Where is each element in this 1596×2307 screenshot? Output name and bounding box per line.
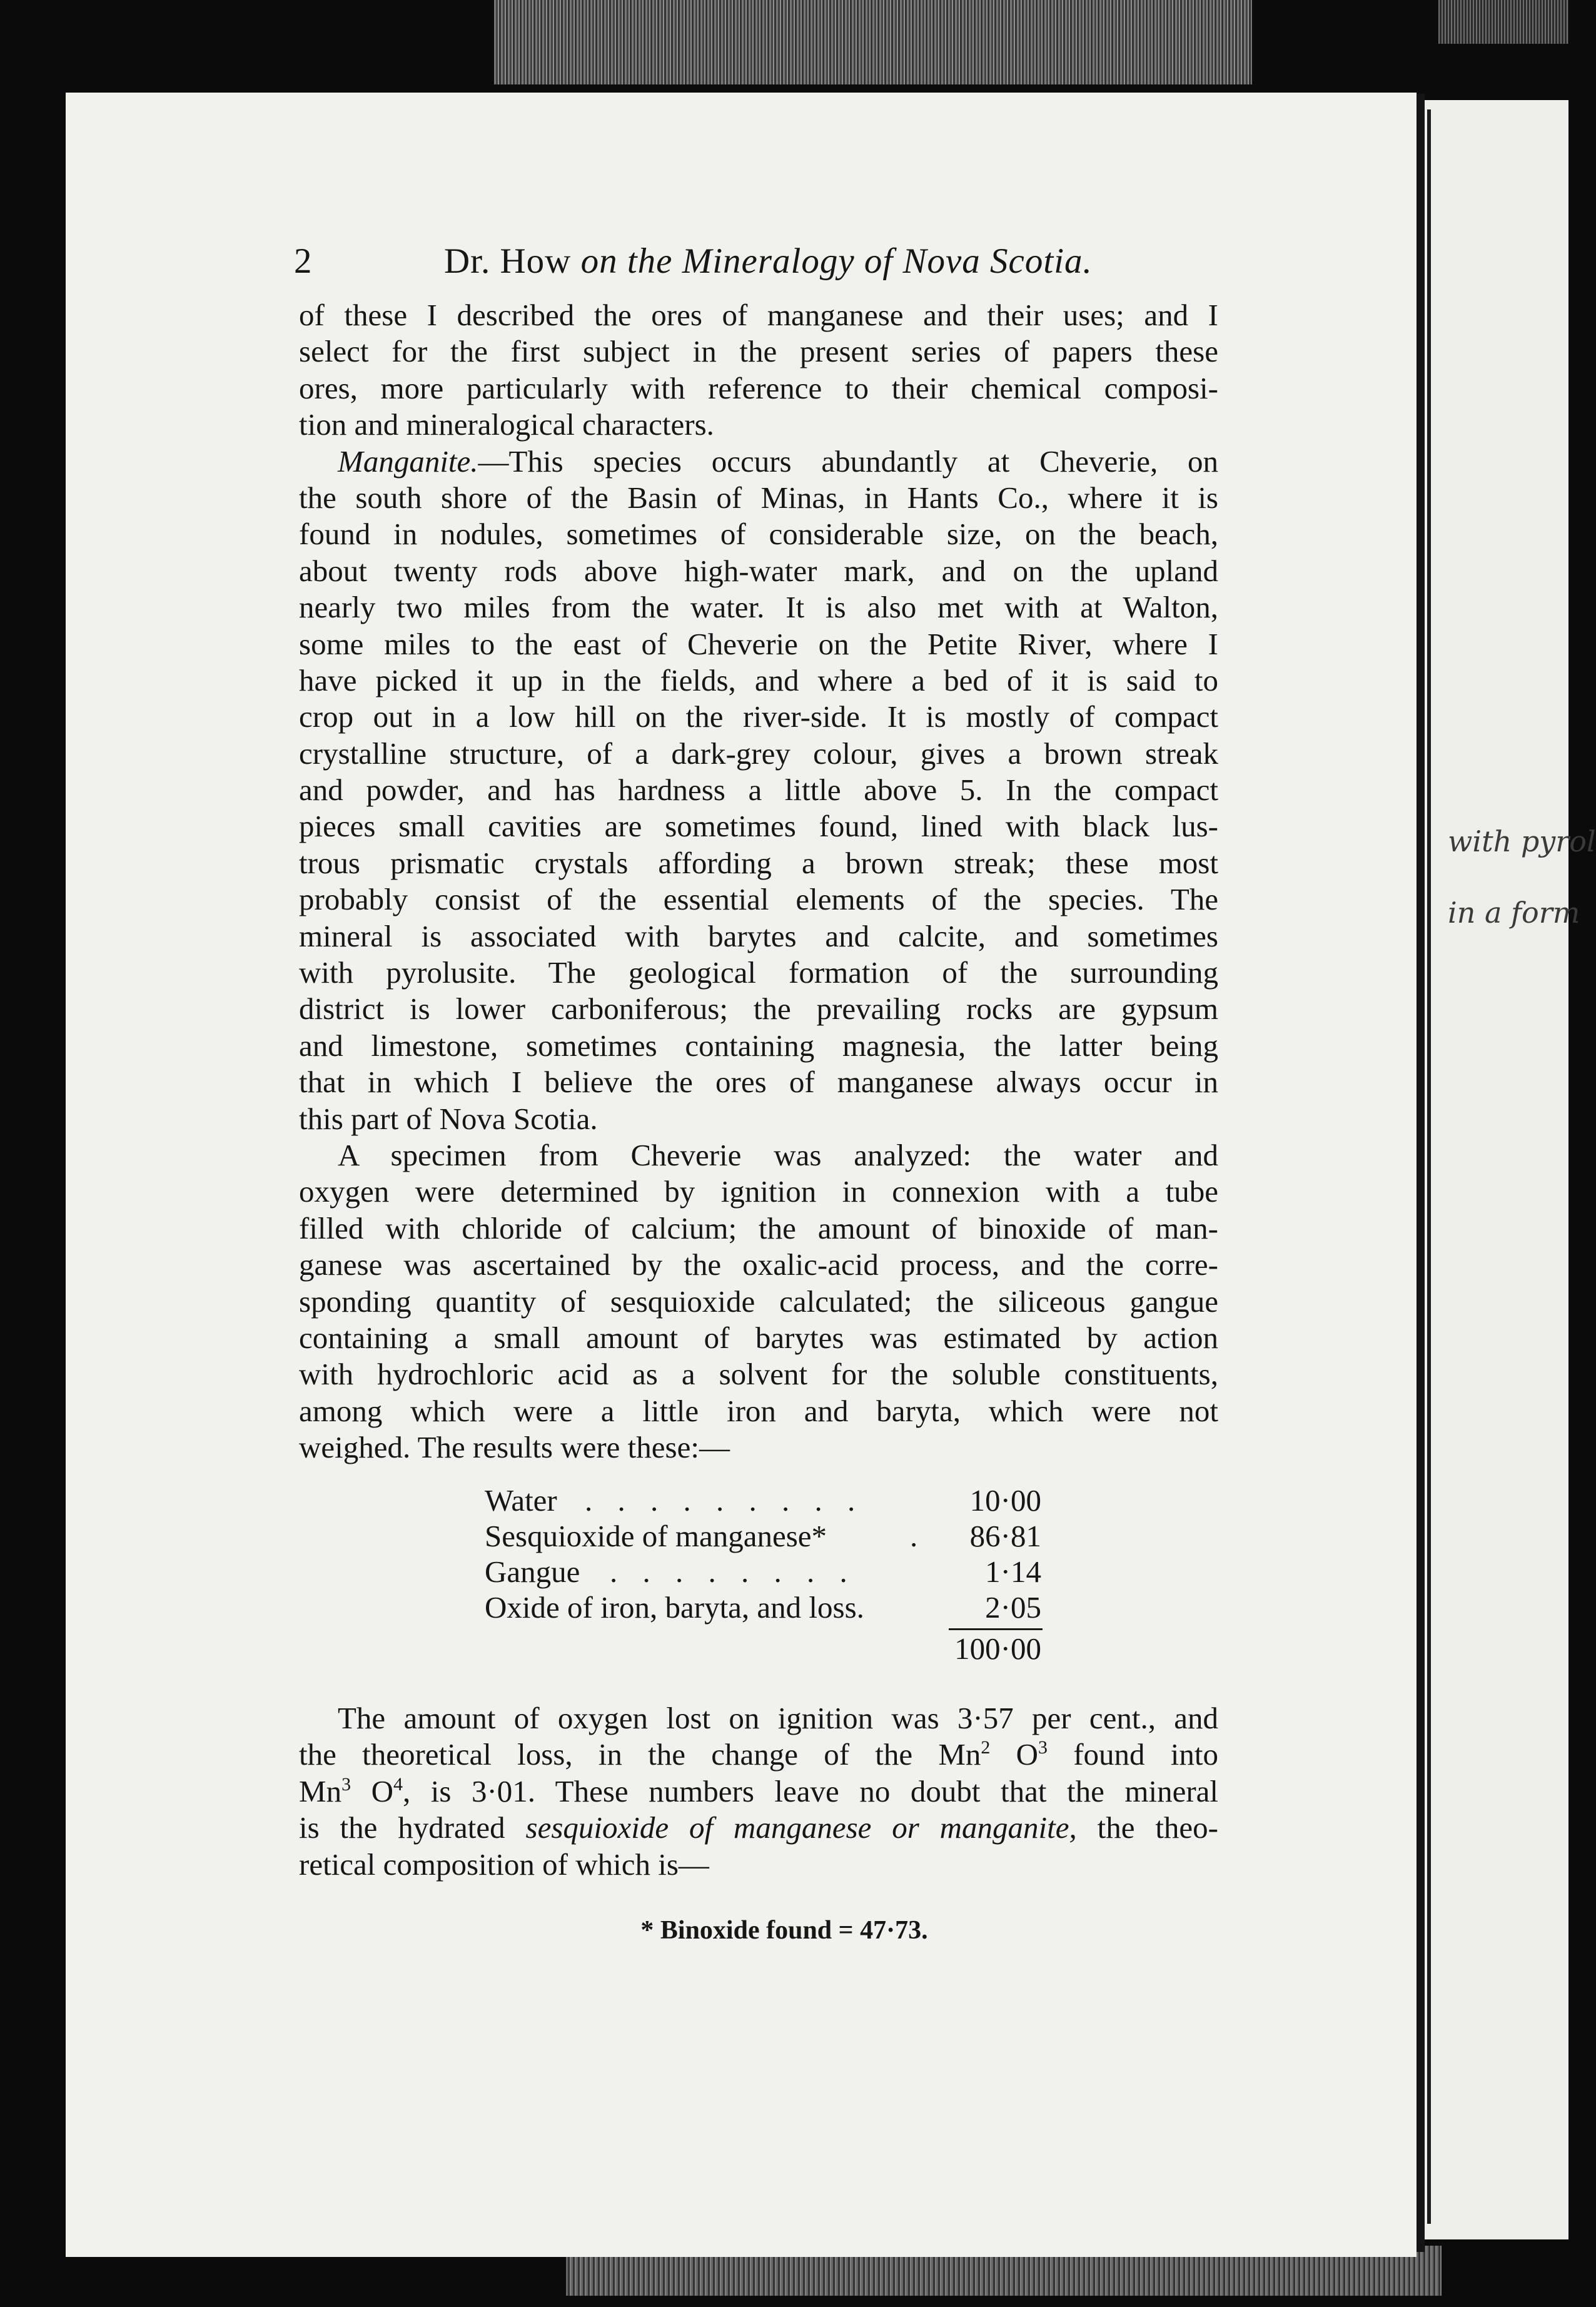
results-label: Gangue: [485, 1554, 580, 1589]
text-line: filled with chloride of calcium; the amount of binoxide of man-: [299, 1210, 1218, 1245]
italic-term: sesquioxide of manganese or manganite,: [525, 1810, 1077, 1845]
text-line: found in nodules, sometimes of considerable size, on the beach,: [299, 517, 1218, 552]
text-line: [299, 444, 1218, 480]
text-line: the south shore of the Basin of Minas, in Hants Co., where it is: [299, 480, 1218, 515]
text-line: select for the first subject in the present series of papers these: [299, 334, 1218, 369]
results-label: Sesquioxide of manganese*: [485, 1519, 827, 1553]
scan-edge-top: [494, 0, 1252, 84]
scan-edge-top-right: [1438, 0, 1568, 44]
superscript: 3: [1038, 1737, 1048, 1758]
footnote: * Binoxide found = 47·73.: [640, 1916, 928, 1945]
results-row: [485, 1590, 1048, 1625]
text-line: with pyrolusite. The geological formation of the surrounding: [299, 955, 1218, 990]
analysis-results-table: [485, 1483, 1048, 1666]
text-line: [299, 1810, 1218, 1846]
section-heading: Manganite.: [338, 444, 478, 479]
text-span: the theo-: [1076, 1810, 1218, 1845]
text-line: some miles to the east of Cheverie on the Petite River, where I: [299, 626, 1218, 661]
text-line: pieces small cavities are sometimes found, lined with black lus-: [299, 809, 1218, 844]
text-line: that in which I believe the ores of manganese always occur in: [299, 1065, 1218, 1100]
results-total: 100·00: [954, 1631, 1041, 1666]
text-line: weighed. The results were these:—: [299, 1430, 730, 1465]
results-value: 86·81: [969, 1519, 1041, 1553]
total-rule: [949, 1628, 1043, 1630]
text-line: with hydrochloric acid as a solvent for the soluble constituents,: [299, 1357, 1218, 1392]
body-text: [299, 297, 1218, 1466]
results-value: 10·00: [969, 1483, 1041, 1518]
text-span: , is 3·01. These numbers leave no doubt that the mineral: [402, 1773, 1218, 1808]
margin-note: in a form: [1448, 896, 1580, 930]
text-line: The amount of oxygen lost on ignition was 3·57 per cent., and: [338, 1701, 1218, 1735]
text-line: district is lower carboniferous; the prevailing rocks are gypsum: [299, 991, 1218, 1027]
text-line: ores, more particularly with reference to their chemical composi-: [299, 370, 1218, 405]
text-line: retical composition of which is—: [299, 1847, 709, 1882]
text-line: mineral is associated with barytes and calcite, and sometimes: [299, 918, 1218, 953]
results-label: Oxide of iron, baryta, and loss.: [485, 1590, 864, 1625]
results-label: Water: [485, 1483, 557, 1518]
leader-dots: . . . . . . . . .: [585, 1483, 864, 1518]
text-line: about twenty rods above high-water mark, and on the upland: [299, 553, 1218, 588]
running-title-author: Dr. How: [444, 241, 581, 281]
results-row: [485, 1518, 1048, 1554]
running-header: [294, 240, 1216, 283]
text-span: —This species occurs abundantly at Cheverie, on: [478, 444, 1218, 479]
superscript: 3: [341, 1773, 351, 1795]
text-line: probably consist of the essential elements of the species. The: [299, 882, 1218, 917]
text-line: sponding quantity of sesquioxide calculated; the siliceous gangue: [299, 1284, 1218, 1319]
text-line: of these I described the ores of manganese and their uses; and I: [299, 298, 1218, 332]
text-line: tion and mineralogical characters.: [299, 407, 714, 442]
text-line: oxygen were determined by ignition in connexion with a tube: [299, 1174, 1218, 1209]
text-line: crop out in a low hill on the river-side. It is mostly of compact: [299, 699, 1218, 734]
results-row: [485, 1554, 1048, 1590]
body-text-continued: [299, 1700, 1218, 1883]
running-title-subject: on the Mineralogy of Nova Scotia.: [580, 241, 1093, 281]
text-line: trous prismatic crystals affording a brown streak; these most: [299, 845, 1218, 880]
text-span: O: [351, 1773, 393, 1808]
leader-dots: .: [910, 1519, 927, 1553]
text-span: the theoretical loss, in the change of the Mn: [299, 1737, 981, 1772]
text-line: this part of Nova Scotia.: [299, 1101, 598, 1136]
superscript: 2: [981, 1737, 991, 1758]
superscript: 4: [393, 1773, 403, 1795]
results-row: [485, 1483, 1048, 1518]
text-line: nearly two miles from the water. It is also met with at Walton,: [299, 590, 1218, 625]
text-line: and powder, and has hardness a little above 5. In the compact: [299, 773, 1218, 808]
facing-page-rule: [1427, 109, 1431, 2224]
leader-dots: . . . . . . . .: [610, 1554, 856, 1589]
margin-note: with pyrol: [1448, 824, 1596, 858]
text-line: [299, 1773, 1218, 1810]
text-line: have picked it up in the fields, and where a bed of it is said to: [299, 662, 1218, 697]
page-number: 2: [294, 241, 312, 281]
text-line: among which were a little iron and baryta, which were not: [299, 1393, 1218, 1428]
results-value: 1·14: [985, 1554, 1041, 1589]
running-title: [444, 240, 1093, 283]
text-line: and limestone, sometimes containing magnesia, the latter being: [299, 1028, 1218, 1063]
text-line: containing a small amount of barytes was estimated by action: [299, 1320, 1218, 1355]
text-span: is the hydrated: [299, 1810, 526, 1845]
text-line: [299, 1737, 1218, 1773]
text-span: found into: [1048, 1737, 1218, 1772]
text-span: Mn: [299, 1773, 342, 1808]
text-line: crystalline structure, of a dark-grey colour, gives a brown streak: [299, 736, 1218, 771]
text-span: O: [990, 1737, 1038, 1772]
text-line: ganese was ascertained by the oxalic-acid process, and the corre-: [299, 1247, 1218, 1282]
text-line: A specimen from Cheverie was analyzed: the water and: [338, 1137, 1218, 1172]
results-value: 2·05: [985, 1590, 1041, 1625]
